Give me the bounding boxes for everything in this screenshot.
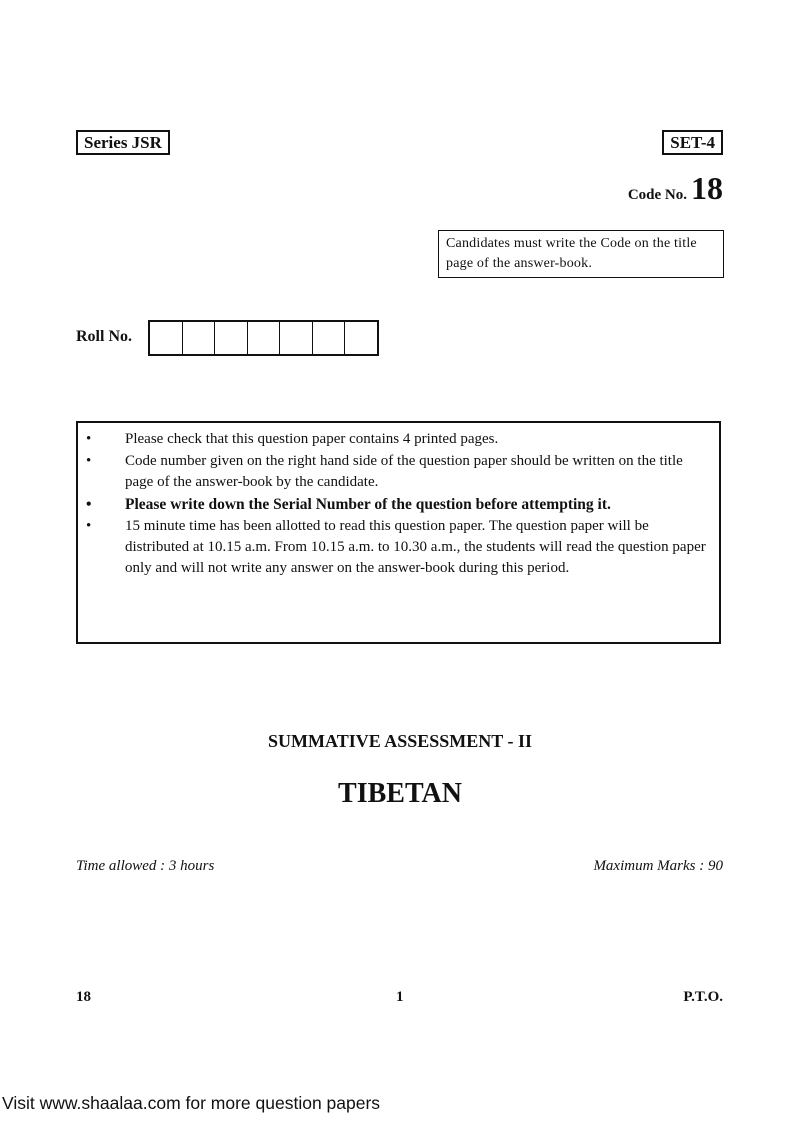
instruction-item xyxy=(78,494,711,515)
code-number xyxy=(628,170,723,207)
instruction-text: Code number given on the right hand side of the question paper should be written on the title page of the answer-book by the candidate. xyxy=(125,453,683,490)
instruction-text: 15 minute time has been allotted to read this question paper. The question paper will be distributed at 10.15 a.m. From 10.15 a.m. to 10.30 a.m., the students will read the question paper only and will not write any answer on the answer-book during this period. xyxy=(125,518,706,576)
series-label: Series JSR xyxy=(76,130,170,155)
roll-no-label: Roll No. xyxy=(76,328,132,345)
instruction-item xyxy=(78,451,711,493)
bullet-icon: • xyxy=(86,496,92,513)
instruction-text: Please check that this question paper contains 4 printed pages. xyxy=(125,431,499,447)
roll-no-box[interactable] xyxy=(280,322,313,354)
time-allowed: Time allowed : 3 hours xyxy=(76,858,215,874)
page-number: 1 xyxy=(396,989,404,1005)
subject-title: TIBETAN xyxy=(338,778,462,809)
roll-no-box[interactable] xyxy=(150,322,183,354)
footer-code: 18 xyxy=(76,989,91,1005)
promo-link[interactable]: Visit www.shaalaa.com for more question papers xyxy=(2,1093,381,1113)
roll-no-boxes xyxy=(148,320,379,356)
candidates-note: Candidates must write the Code on the title page of the answer-book. xyxy=(438,230,724,278)
bullet-icon: • xyxy=(86,453,92,469)
pto-label: P.T.O. xyxy=(683,989,723,1005)
roll-no-box[interactable] xyxy=(183,322,216,354)
bullet-icon: • xyxy=(86,431,92,447)
set-label: SET-4 xyxy=(662,130,723,155)
code-label: Code No. xyxy=(627,187,687,203)
maximum-marks: Maximum Marks : 90 xyxy=(593,858,723,874)
instruction-text: Please write down the Serial Number of the question before attempting it. xyxy=(125,496,611,513)
instructions-box xyxy=(76,421,721,644)
bullet-icon: • xyxy=(86,518,92,534)
roll-no-box[interactable] xyxy=(313,322,346,354)
instruction-item xyxy=(78,429,711,450)
roll-no-box[interactable] xyxy=(215,322,248,354)
instruction-item xyxy=(78,516,711,579)
code-value: 18 xyxy=(691,170,723,206)
roll-no-box[interactable] xyxy=(248,322,281,354)
roll-no-box[interactable] xyxy=(345,322,377,354)
assessment-title: SUMMATIVE ASSESSMENT - II xyxy=(268,731,532,751)
